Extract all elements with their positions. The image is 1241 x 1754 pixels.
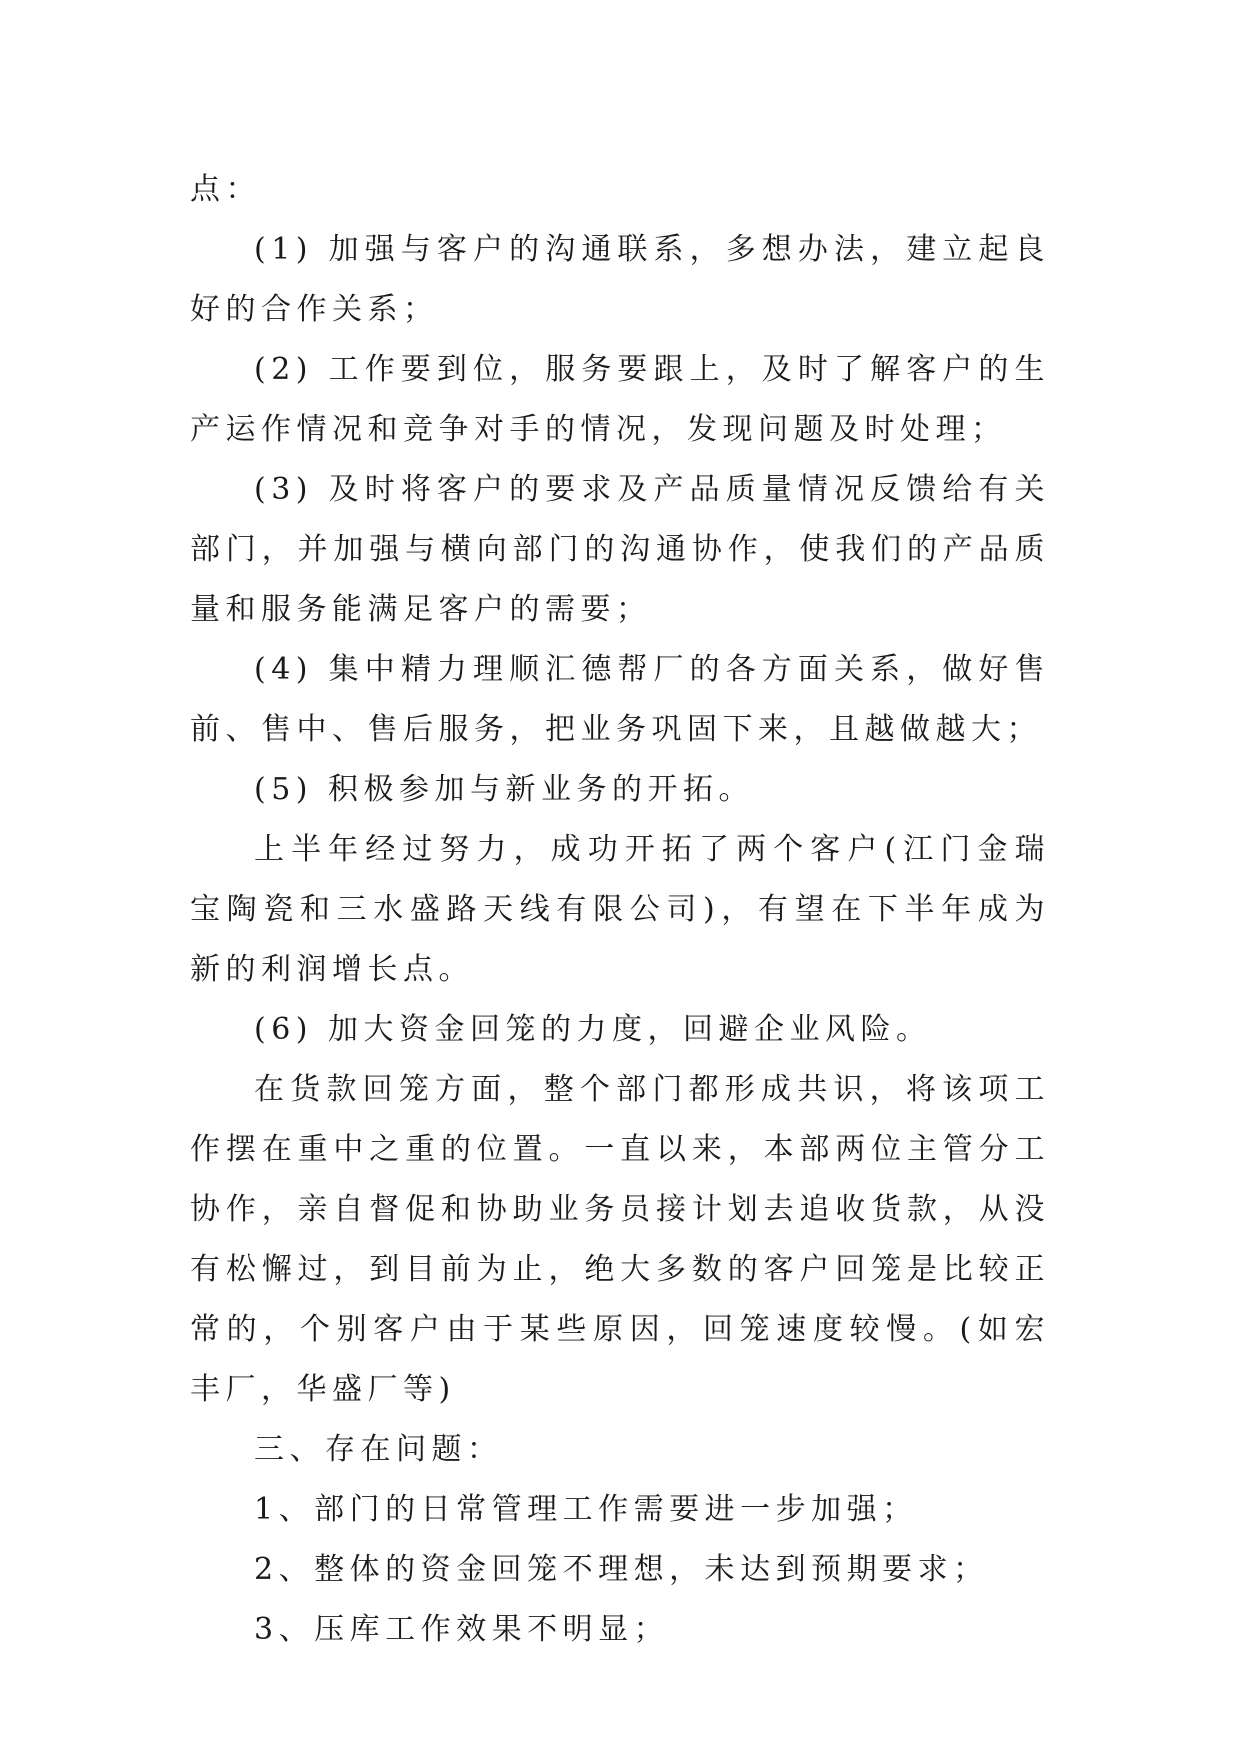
list-item-4: (4) 集中精力理顺汇德帮厂的各方面关系，做好售前、售中、售后服务，把业务巩固下来，且越做越大； [190, 652, 1050, 747]
paragraph-continuation: 点： [190, 172, 261, 207]
list-item-5: (5) 积极参加与新业务的开拓。 [254, 772, 755, 807]
section-heading-problems: 三、存在问题： [254, 1432, 503, 1467]
problem-item-3: 3、压库工作效果不明显； [254, 1612, 670, 1647]
list-item-6: (6) 加大资金回笼的力度，回避企业风险。 [254, 1012, 932, 1047]
problem-item-1: 1、部门的日常管理工作需要进一步加强； [254, 1492, 918, 1527]
document-body [190, 160, 1050, 1660]
problem-item-2: 2、整体的资金回笼不理想，未达到预期要求； [254, 1552, 989, 1587]
list-item-1: (1) 加强与客户的沟通联系，多想办法，建立起良好的合作关系； [190, 232, 1050, 327]
list-item-3: (3) 及时将客户的要求及产品质量情况反馈给有关部门，并加强与横向部门的沟通协作，使我们的产品质量和服务能满足客户的需要； [190, 472, 1050, 627]
paragraph-new-clients: 上半年经过努力，成功开拓了两个客户(江门金瑞宝陶瓷和三水盛路天线有限公司)，有望在下半年成为新的利润增长点。 [190, 832, 1050, 987]
list-item-2: (2) 工作要到位，服务要跟上，及时了解客户的生产运作情况和竞争对手的情况，发现问题及时处理； [190, 352, 1050, 447]
paragraph-payment-collection: 在货款回笼方面，整个部门都形成共识，将该项工作摆在重中之重的位置。一直以来，本部两位主管分工协作，亲自督促和协助业务员接计划去追收货款，从没有松懈过，到目前为止，绝大多数的客户回笼是比较正常的，个别客户由于某些原因，回笼速度较慢。(如宏丰厂，华盛厂等) [190, 1072, 1050, 1407]
